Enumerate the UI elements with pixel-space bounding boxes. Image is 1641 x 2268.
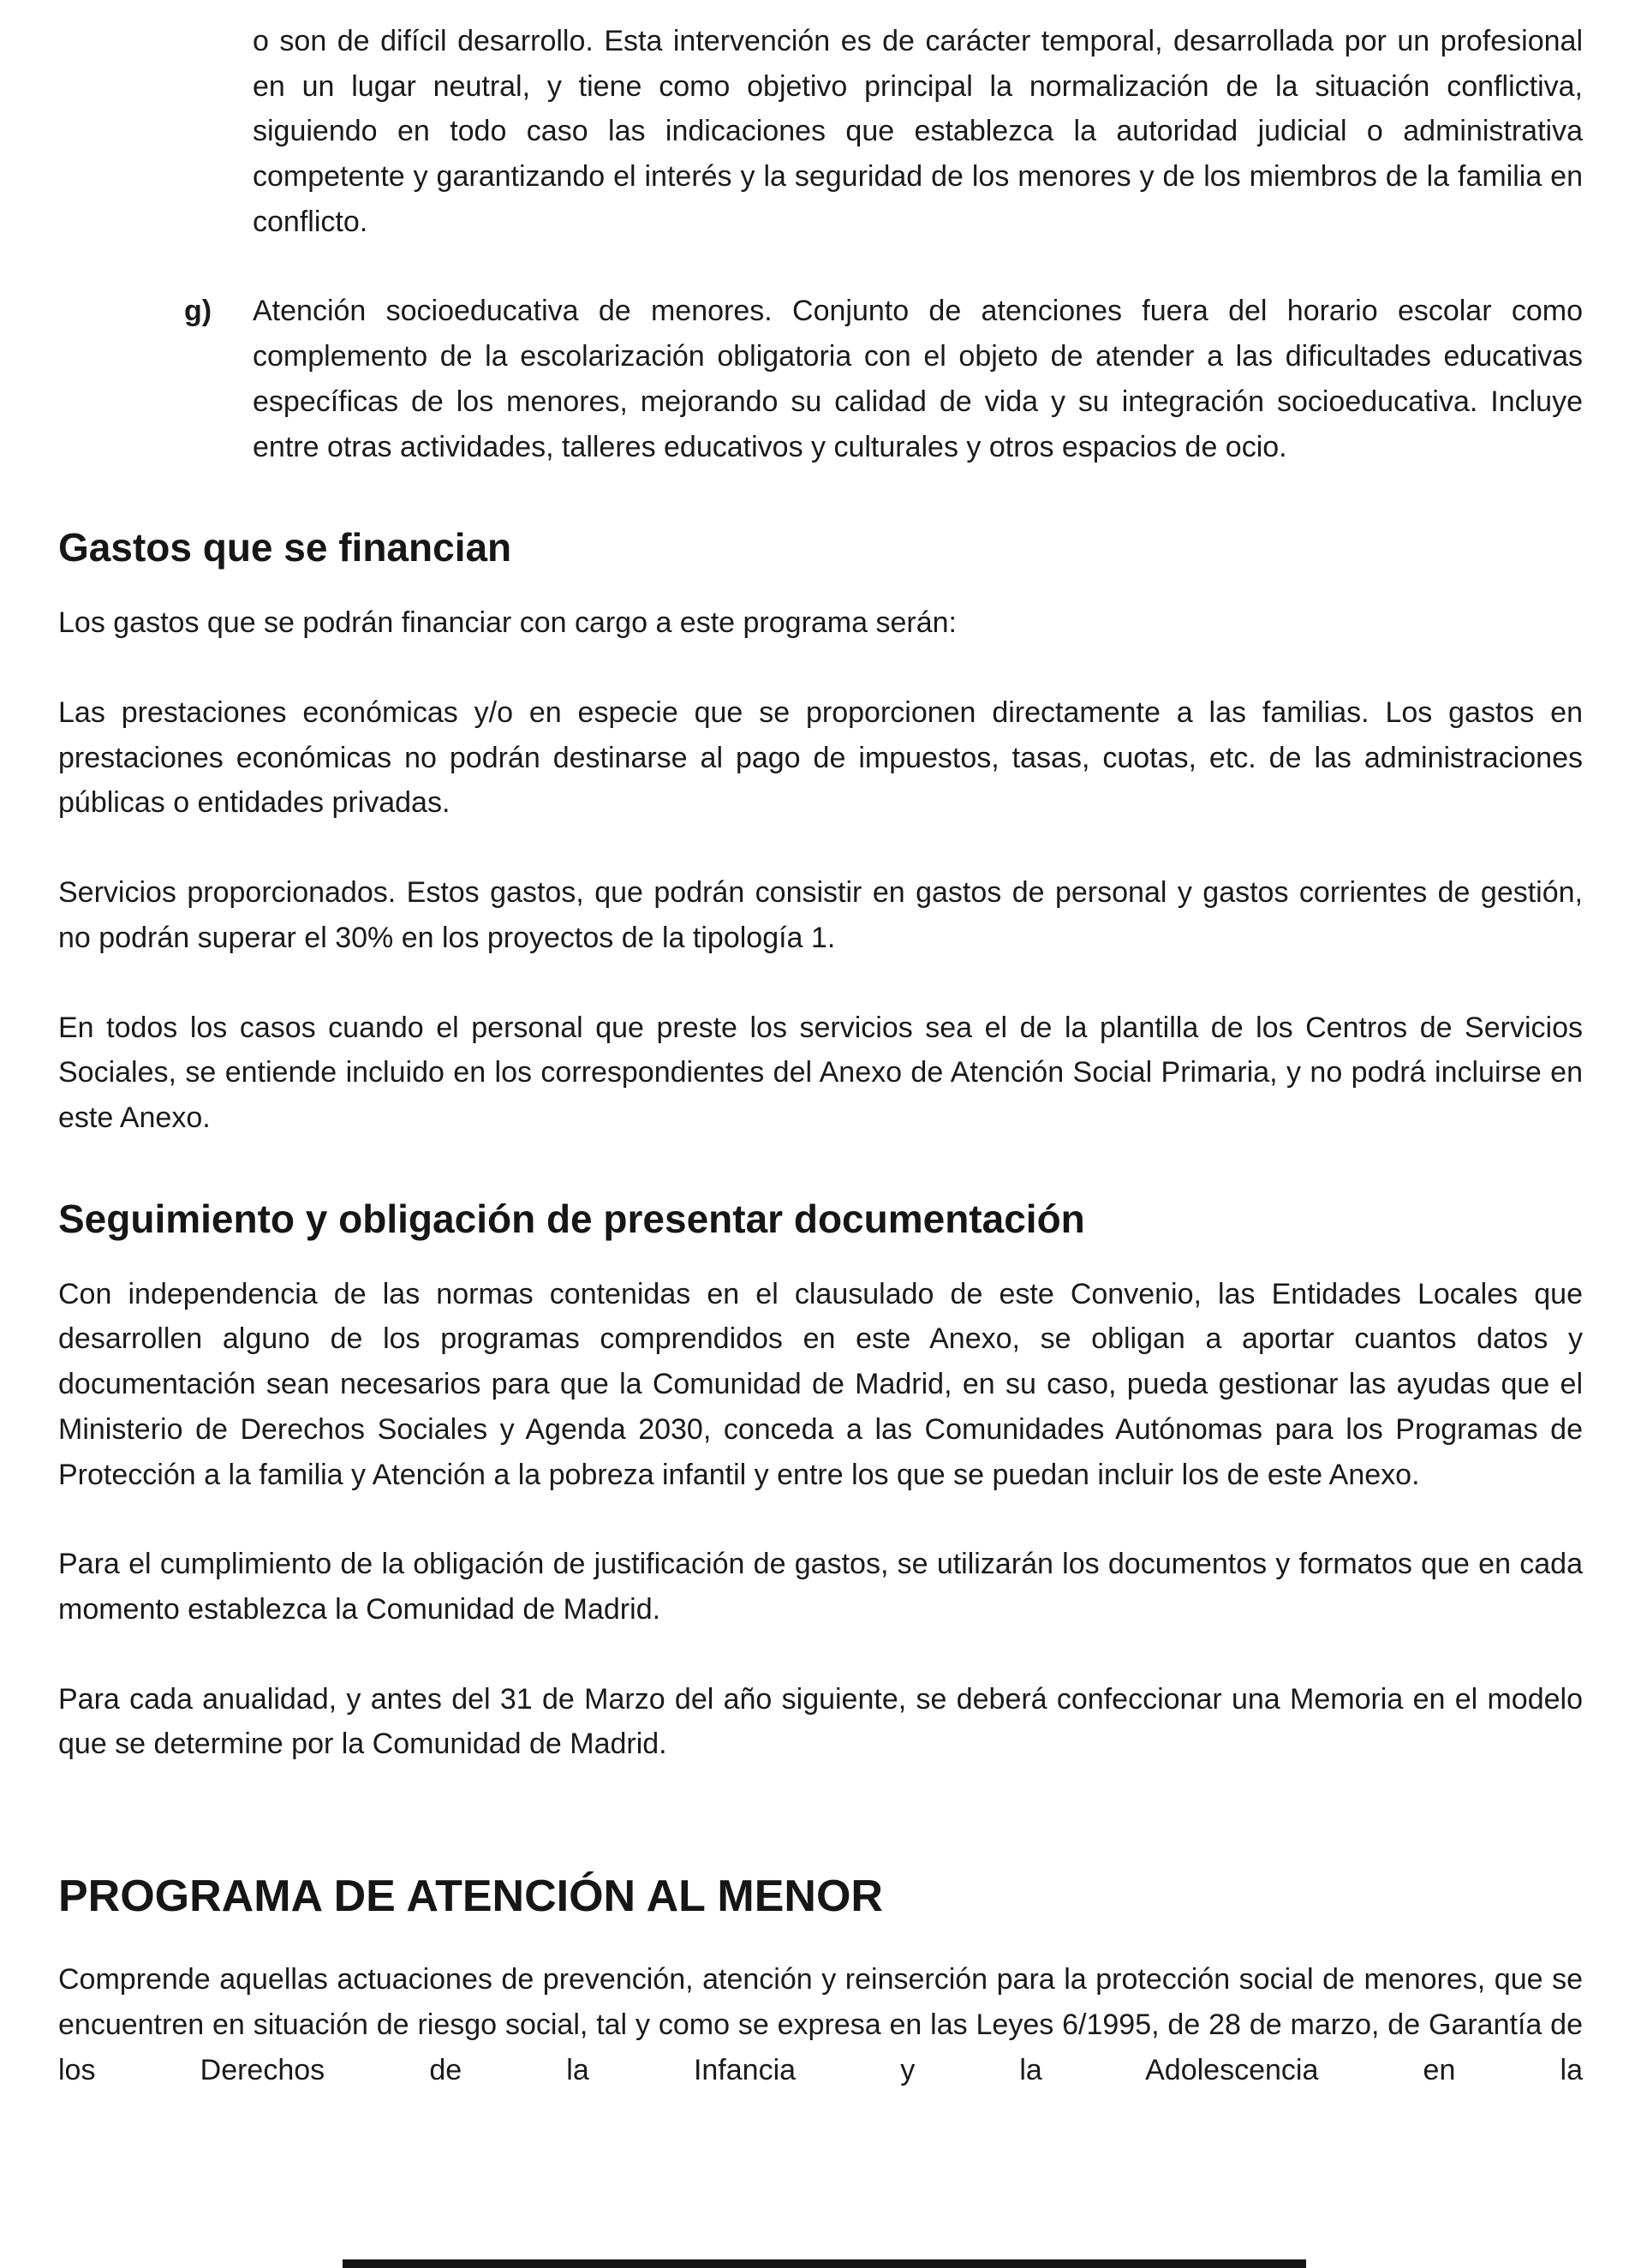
gastos-paragraph-prestaciones: Las prestaciones económicas y/o en especie que se proporcionen directamente a las familias. Los gastos en prestaciones económicas no podrán destinarse al pago de impuestos, tasas, cuotas, etc. de las administraciones públicas o entidades privadas. [58, 696, 1583, 820]
list-continuation-paragraph: o son de difícil desarrollo. Esta intervención es de carácter temporal, desarrollada por un profesional en un lugar neutral, y tiene como objetivo principal la normalización de la situación conflictiva, siguiendo en todo caso las indicaciones que establezca la autoridad judicial o administrativa competente y garantizando el interés y la seguridad de los menores y de los miembros de la familia en conflicto. [253, 25, 1583, 238]
section-heading-programa-atencion-menor: PROGRAMA DE ATENCIÓN AL MENOR [58, 1871, 883, 1921]
list-item-g-label: g) [184, 295, 212, 328]
seguimiento-paragraph-normas: Con independencia de las normas contenidas en el clausulado de este Convenio, las Entidades Locales que desarrollen alguno de los programas comprendidos en este Anexo, se obligan a aportar cuantos datos y documentación sean necesarios para que la Comunidad de Madrid, en su caso, pueda gestionar las ayudas que el Ministerio de Derechos Sociales y Agenda 2030, conceda a las Comunidades Autónomas para los Programas de Protección a la familia y Atención a la pobreza infantil y entre los que se puedan incluir los de este Anexo. [58, 1277, 1583, 1491]
seguimiento-paragraph-justificacion: Para el cumplimiento de la obligación de justificación de gastos, se utilizarán los documentos y formatos que en cada momento establezca la Comunidad de Madrid. [58, 1548, 1583, 1626]
section-heading-seguimiento: Seguimiento y obligación de presentar documentación [58, 1196, 1085, 1241]
cut-off-text-line [343, 2259, 1306, 2268]
seguimiento-paragraph-memoria: Para cada anualidad, y antes del 31 de Marzo del año siguiente, se deberá confeccionar una Memoria en el modelo que se determine por la Comunidad de Madrid. [58, 1682, 1583, 1761]
list-item-g [58, 289, 1583, 469]
gastos-paragraph-personal: En todos los casos cuando el personal que preste los servicios sea el de la plantilla de los Centros de Servicios Sociales, se entiende incluido en los correspondientes del Anexo de Atención Social Primaria, y no podrá incluirse en este Anexo. [58, 1011, 1583, 1134]
list-item-g-text: Atención socioeducativa de menores. Conjunto de atenciones fuera del horario escolar como complemento de la escolarización obligatoria con el objeto de atender a las dificultades educativas específicas de los menores, mejorando su calidad de vida y su integración socioeducativa. Incluye entre otras actividades, talleres educativos y culturales y otros espacios de ocio. [253, 295, 1583, 463]
gastos-paragraph-servicios: Servicios proporcionados. Estos gastos, que podrán consistir en gastos de personal y gastos corrientes de gestión, no podrán superar el 30% en los proyectos de la tipología 1. [58, 876, 1583, 954]
gastos-paragraph-intro: Los gastos que se podrán financiar con cargo a este programa serán: [58, 606, 957, 640]
programa-paragraph-comprende: Comprende aquellas actuaciones de prevención, atención y reinserción para la protección social de menores, que se encuentren en situación de riesgo social, tal y como se expresa en las Leyes 6/1995, de 28 de marzo, de Garantía de los Derechos de la Infancia y la Adolescencia en la [58, 1963, 1583, 2086]
section-heading-gastos: Gastos que se financian [58, 525, 512, 570]
